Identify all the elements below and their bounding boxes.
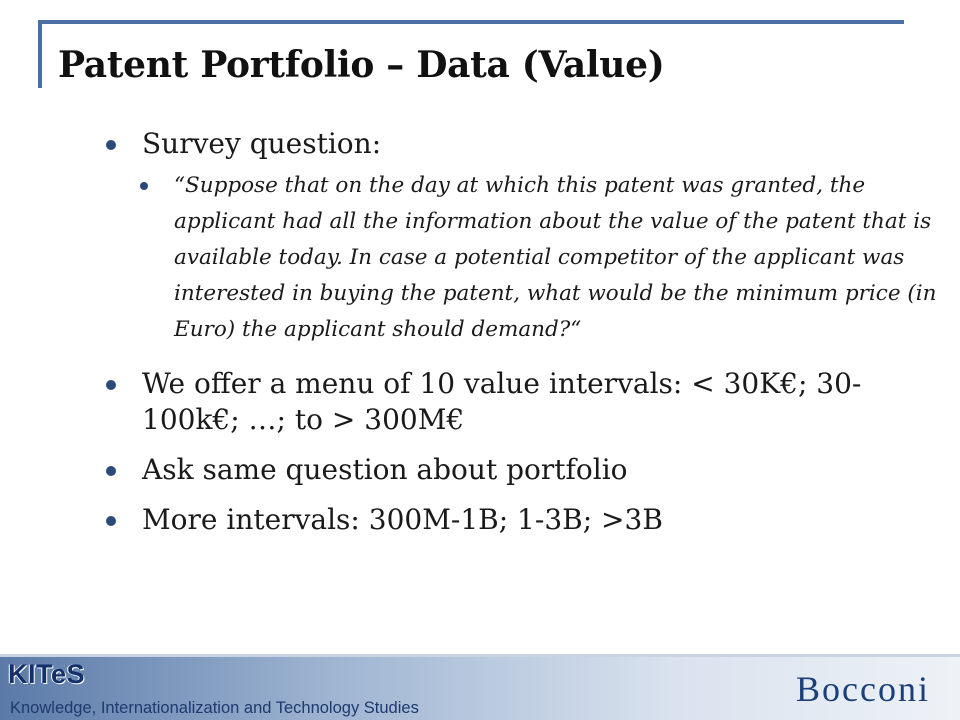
title-frame-left <box>38 20 42 88</box>
bullet-survey-question <box>104 126 904 162</box>
bullet-text: Survey question: <box>142 127 382 160</box>
bullet-value-intervals <box>104 366 904 438</box>
footer-subtitle: Knowledge, Internationalization and Technology Studies <box>10 699 419 717</box>
bullet-more-intervals <box>104 502 904 538</box>
bullet-text: More intervals: 300M-1B; 1-3B; >3B <box>142 503 663 536</box>
bullet-dot-icon <box>106 140 116 150</box>
quote-text: “Suppose that on the day at which this patent was granted, the applicant had all the information about the value of the patent that is available today. In case a potential competitor of the applicant was interested in buying the patent, what would be the minimum price (in Euro) the applicant should demand?“ <box>174 173 937 342</box>
sub-bullet-quote <box>104 168 960 348</box>
bocconi-logo: Bocconi <box>796 669 930 709</box>
title-frame-top <box>38 20 904 24</box>
bullet-portfolio <box>104 452 904 488</box>
kites-logo: KITeS <box>8 659 86 689</box>
bullet-dot-icon <box>106 466 116 476</box>
slide-title: Patent Portfolio – Data (Value) <box>58 44 665 86</box>
bullet-text: Ask same question about portfolio <box>142 453 628 486</box>
bullet-dot-icon <box>140 182 148 190</box>
bullet-dot-icon <box>106 516 116 526</box>
bullet-text: We offer a menu of 10 value intervals: < 30K€; 30-100k€; …; to > 300M€ <box>142 367 862 436</box>
footer-divider <box>0 654 960 657</box>
slide-content <box>104 126 937 538</box>
bullet-dot-icon <box>106 380 116 390</box>
